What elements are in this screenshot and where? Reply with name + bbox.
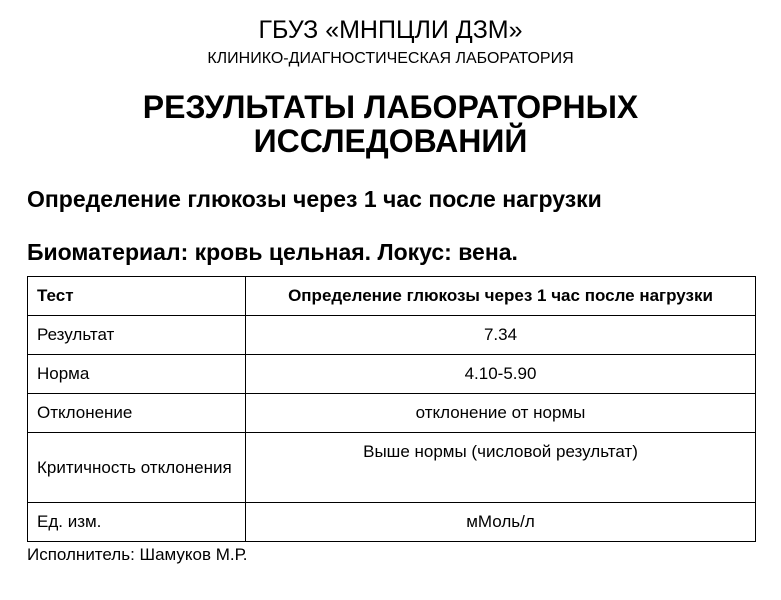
header-label-cell: Тест [28,277,246,316]
table-header-row [28,277,756,316]
executor-line: Исполнитель: Шамуков М.Р. [27,545,248,564]
table-row-norm [28,355,756,394]
row-label: Результат [28,316,246,355]
biomaterial-info: Биоматериал: кровь цельная. Локус: вена. [27,239,518,265]
row-label: Ед. изм. [28,503,246,542]
table-row-units [28,503,756,542]
document-title-line-2: ИССЛЕДОВАНИЙ [253,123,528,159]
results-table [27,276,756,542]
row-value: мМоль/л [246,503,756,542]
table-row-result [28,316,756,355]
department-name: КЛИНИКО-ДИАГНОСТИЧЕСКАЯ ЛАБОРАТОРИЯ [207,50,574,67]
row-value: отклонение от нормы [246,394,756,433]
organization-name: ГБУЗ «МНПЦЛИ ДЗМ» [258,16,523,44]
document-title-line-1: РЕЗУЛЬТАТЫ ЛАБОРАТОРНЫХ [142,89,639,125]
table-row-deviation [28,394,756,433]
header-value-cell: Определение глюкозы через 1 час после нагрузки [246,277,756,316]
table-row-criticality [28,433,756,503]
row-label: Норма [28,355,246,394]
test-heading: Определение глюкозы через 1 час после нагрузки [27,186,602,212]
row-value: 4.10-5.90 [246,355,756,394]
row-label: Отклонение [28,394,246,433]
row-value: 7.34 [246,316,756,355]
row-value: Выше нормы (числовой результат) [246,433,756,503]
row-label: Критичность отклонения [28,433,246,503]
document-title [0,90,781,158]
